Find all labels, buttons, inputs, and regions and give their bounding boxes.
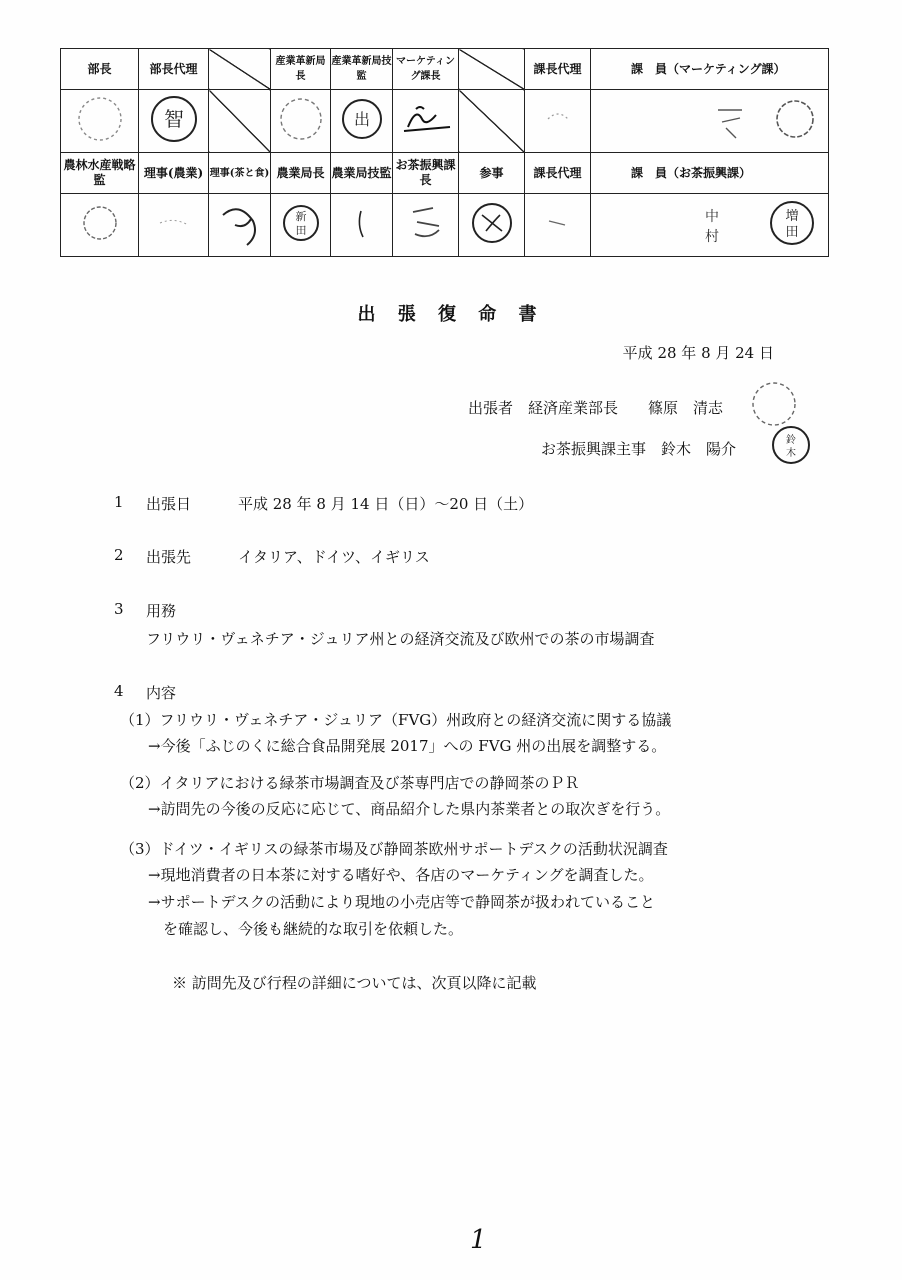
seal-cell-empty bbox=[459, 90, 525, 153]
seal-cell bbox=[393, 194, 459, 257]
approval-cell: 理事(茶と食) bbox=[209, 153, 271, 194]
seal-stamp-faint bbox=[78, 201, 122, 245]
approval-cell: 産業革新局長 bbox=[271, 49, 331, 90]
seal-stamp-faint bbox=[772, 96, 818, 142]
section-text: 平成 28 年 8 月 14 日（日）～20 日（土） bbox=[238, 495, 534, 513]
approval-seal-row-2 bbox=[61, 194, 829, 257]
seal-cell bbox=[61, 90, 139, 153]
section-label: 用務 bbox=[146, 602, 177, 620]
approval-cell: マーケティング課長 bbox=[393, 49, 459, 90]
section-number: 1 bbox=[114, 493, 124, 511]
approval-seal-row-1 bbox=[61, 90, 829, 153]
page-number: 1 bbox=[470, 1225, 487, 1255]
approval-cell: 部長代理 bbox=[139, 49, 209, 90]
seal-stamp-faint bbox=[276, 94, 326, 144]
section-label: 出張先 bbox=[146, 548, 192, 566]
seal-stamp-chi bbox=[148, 93, 200, 145]
svg-text:中: 中 bbox=[705, 209, 720, 225]
document-date: 平成 28 年 8 月 24 日 bbox=[622, 344, 774, 362]
seal-cell bbox=[139, 194, 209, 257]
seal-cell bbox=[61, 194, 139, 257]
section-number: 4 bbox=[114, 682, 124, 700]
note: ※ 訪問先及び行程の詳細については、次頁以降に記載 bbox=[172, 974, 537, 992]
svg-text:鈴: 鈴 bbox=[786, 435, 796, 446]
section-label: 内容 bbox=[146, 684, 177, 702]
approval-cell: 農業局技監 bbox=[331, 153, 393, 194]
seal-cell bbox=[525, 194, 591, 257]
section-label: 出張日 bbox=[146, 495, 192, 513]
svg-text:出: 出 bbox=[353, 110, 370, 129]
approval-header-row-1 bbox=[61, 49, 829, 90]
traveler-line-2: お茶振興課主事 鈴木 陽介 bbox=[541, 440, 737, 458]
approval-cell-empty bbox=[459, 49, 525, 90]
traveler-label: 出張者 bbox=[468, 399, 514, 417]
seal-stamp-faint bbox=[538, 99, 578, 139]
traveler-line-1 bbox=[468, 397, 723, 418]
approval-cell: お茶振興課長 bbox=[393, 153, 459, 194]
approval-cell: 課長代理 bbox=[525, 153, 591, 194]
seal-cell bbox=[331, 194, 393, 257]
seal-stamp-faint bbox=[712, 98, 748, 142]
content-item-heading: （2）イタリアにおける緑茶市場調査及び茶専門店での静岡茶のＰＲ bbox=[120, 774, 580, 792]
section-text: フリウリ・ヴェネチア・ジュリア州との経済交流及び欧州での茶の市場調査 bbox=[146, 630, 655, 648]
seal-cell bbox=[591, 90, 829, 153]
seal-stamp-faint bbox=[74, 93, 126, 145]
seal-cell bbox=[209, 194, 271, 257]
handwritten-signature bbox=[347, 203, 377, 243]
traveler-name-1: 経済産業部長 篠原 清志 bbox=[528, 399, 724, 417]
seal-stamp-faint bbox=[403, 198, 449, 248]
section-number: 2 bbox=[114, 546, 124, 564]
seal-cell bbox=[139, 90, 209, 153]
seal-cell bbox=[271, 90, 331, 153]
svg-text:智: 智 bbox=[163, 107, 184, 131]
seal-stamp-faint bbox=[468, 199, 516, 247]
section-text: イタリア、ドイツ、イギリス bbox=[238, 548, 430, 566]
seal-cell-empty bbox=[209, 90, 271, 153]
seal-stamp-shinden bbox=[279, 198, 323, 248]
seal-cell bbox=[525, 90, 591, 153]
content-item-line: →今後「ふじのくに総合食品開発展 2017」への FVG 州の出展を調整する。 bbox=[148, 737, 667, 755]
seal-stamp-suzuki bbox=[770, 424, 812, 470]
approval-cell: 農林水産戦略監 bbox=[61, 153, 139, 194]
approval-cell: 産業革新局技監 bbox=[331, 49, 393, 90]
seal-cell bbox=[271, 194, 331, 257]
approval-cell: 課 員（マーケティング課） bbox=[591, 49, 829, 90]
svg-text:新: 新 bbox=[295, 210, 306, 223]
seal-cell bbox=[459, 194, 525, 257]
svg-text:村: 村 bbox=[705, 229, 720, 245]
approval-header-row-2 bbox=[61, 153, 829, 194]
section-number: 3 bbox=[114, 600, 124, 618]
seal-stamp-faint bbox=[543, 213, 573, 233]
content-item-line: を確認し、今後も継続的な取引を依頼した。 bbox=[148, 920, 464, 938]
approval-cell: 参事 bbox=[459, 153, 525, 194]
content-item-heading: （3）ドイツ・イギリスの緑茶市場及び静岡茶欧州サポートデスクの活動状況調査 bbox=[120, 840, 668, 858]
approval-cell: 課 員（お茶振興課） bbox=[591, 153, 829, 194]
seal-stamp-nakamura bbox=[692, 199, 732, 249]
content-item-line: →サポートデスクの活動により現地の小売店等で静岡茶が扱われていること bbox=[148, 893, 655, 911]
approval-cell: 部長 bbox=[61, 49, 139, 90]
approval-cell: 農業局長 bbox=[271, 153, 331, 194]
svg-text:木: 木 bbox=[786, 448, 796, 459]
content-item-line: →訪問先の今後の反応に応じて、商品紹介した県内茶業者との取次ぎを行う。 bbox=[148, 800, 671, 818]
seal-stamp-faint bbox=[215, 195, 265, 251]
handwritten-signature bbox=[396, 97, 456, 141]
seal-cell bbox=[591, 194, 829, 257]
content-item-heading: （1）フリウリ・ヴェネチア・ジュリア（FVG）州政府との経済交流に関する協議 bbox=[120, 711, 672, 729]
seal-stamp-masuda bbox=[766, 197, 818, 249]
seal-stamp-faint bbox=[154, 213, 194, 233]
approval-cell: 課長代理 bbox=[525, 49, 591, 90]
approval-cell-empty bbox=[209, 49, 271, 90]
approval-cell: 理事(農業) bbox=[139, 153, 209, 194]
content-item-line: →現地消費者の日本茶に対する嗜好や、各店のマーケティングを調査した。 bbox=[148, 866, 654, 884]
svg-text:田: 田 bbox=[785, 225, 799, 240]
svg-text:田: 田 bbox=[295, 224, 306, 237]
document-title: 出 張 復 命 書 bbox=[357, 304, 545, 325]
seal-stamp-shuttyo bbox=[337, 94, 387, 144]
svg-text:増: 増 bbox=[785, 209, 799, 224]
seal-cell bbox=[331, 90, 393, 153]
approval-stamp-table bbox=[60, 48, 829, 257]
seal-cell bbox=[393, 90, 459, 153]
